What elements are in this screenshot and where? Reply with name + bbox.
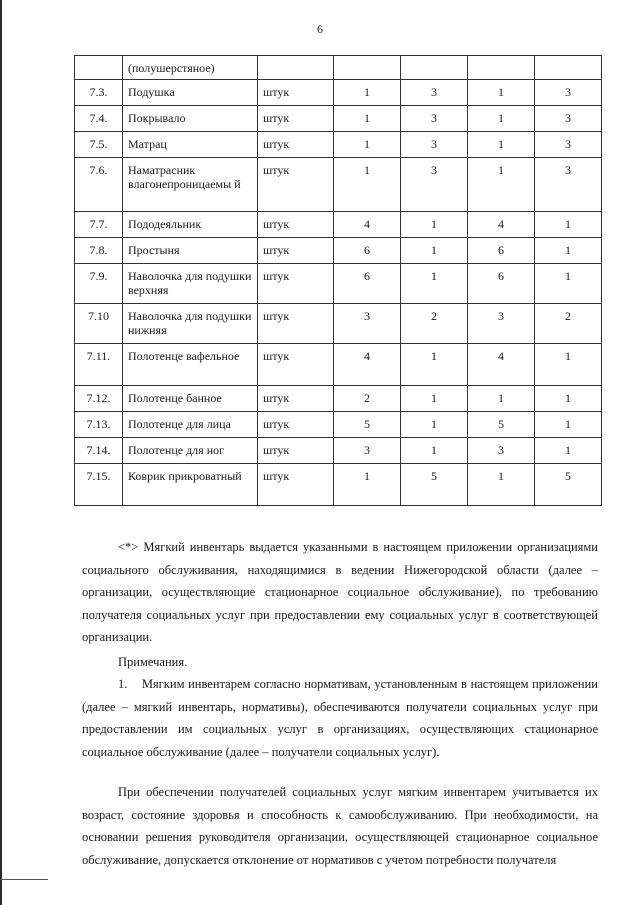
norm-value-3: 1 <box>468 464 535 506</box>
unit-of-measure: штук <box>258 412 334 438</box>
norm-value-3: 6 <box>468 238 535 264</box>
norm-value-1: 5 <box>334 412 401 438</box>
norm-value-3: 4 <box>468 212 535 238</box>
norm-value-4: 1 <box>535 264 602 304</box>
unit-of-measure: штук <box>258 304 334 344</box>
item-name: Полотенце вафельное <box>123 344 258 386</box>
norm-value-4: 1 <box>535 412 602 438</box>
norm-value-1: 3 <box>334 304 401 344</box>
table-row <box>75 344 602 386</box>
table-row <box>75 56 602 80</box>
unit-of-measure: штук <box>258 386 334 412</box>
unit-of-measure: штук <box>258 132 334 158</box>
norm-value-4: 3 <box>535 132 602 158</box>
norm-value-4: 3 <box>535 158 602 212</box>
norm-value-4: 1 <box>535 212 602 238</box>
item-name: Пододеяльник <box>123 212 258 238</box>
norm-value-3: 6 <box>468 264 535 304</box>
norm-value-2: 3 <box>401 80 468 106</box>
note-1-block <box>82 673 602 763</box>
norm-value-3: 1 <box>468 386 535 412</box>
row-number: 7.4. <box>75 106 123 132</box>
unit-of-measure: штук <box>258 438 334 464</box>
norm-value-4: 3 <box>535 106 602 132</box>
norm-value-1: 4 <box>334 344 401 386</box>
norm-value-2: 2 <box>401 304 468 344</box>
unit-of-measure: штук <box>258 464 334 506</box>
table-row <box>75 238 602 264</box>
norm-value-1: 1 <box>334 464 401 506</box>
norm-value-3: 3 <box>468 304 535 344</box>
unit-of-measure: штук <box>258 238 334 264</box>
item-name: Матрац <box>123 132 258 158</box>
norm-value-1: 6 <box>334 238 401 264</box>
table-row <box>75 106 602 132</box>
norm-value-3: 1 <box>468 106 535 132</box>
norm-value-2: 3 <box>401 106 468 132</box>
row-number: 7.3. <box>75 80 123 106</box>
page-number: 6 <box>317 22 323 36</box>
norm-value-1 <box>334 56 401 80</box>
unit-of-measure: штук <box>258 344 334 386</box>
item-name: Полотенце банное <box>123 386 258 412</box>
row-number: 7.7. <box>75 212 123 238</box>
norm-value-3: 5 <box>468 412 535 438</box>
norm-value-2: 1 <box>401 386 468 412</box>
norm-value-2: 5 <box>401 464 468 506</box>
norm-value-1: 1 <box>334 106 401 132</box>
norm-value-4: 1 <box>535 238 602 264</box>
table-row <box>75 158 602 212</box>
item-name: Наволочка для подушки нижняя <box>123 304 258 344</box>
norm-value-1: 3 <box>334 438 401 464</box>
norm-value-3: 1 <box>468 80 535 106</box>
norm-value-2: 3 <box>401 158 468 212</box>
item-name: Подушка <box>123 80 258 106</box>
norm-value-1: 4 <box>334 212 401 238</box>
item-name: Покрывало <box>123 106 258 132</box>
norm-value-2: 1 <box>401 264 468 304</box>
norm-value-3: 3 <box>468 438 535 464</box>
row-number: 7.11. <box>75 344 123 386</box>
unit-of-measure: штук <box>258 158 334 212</box>
footnote-paragraph: <*> Мягкий инвентарь выдается указанными в настоящем приложении организациями социального обслуживания, находящимися в ведении Нижегородской области (далее – организации, осуществляющие стационарное социальное обслуживание), по требованию получателя социальных услуг при предоставлении ему социальных услуг в соответствующей организации. <box>82 540 598 644</box>
table-body <box>75 56 602 506</box>
unit-of-measure <box>258 56 334 80</box>
notes-heading-block <box>82 651 598 674</box>
norm-value-2 <box>401 56 468 80</box>
item-name: (полушерстяное) <box>123 56 258 80</box>
table-row <box>75 132 602 158</box>
bottom-margin-mark <box>0 879 48 880</box>
row-number: 7.13. <box>75 412 123 438</box>
soft-inventory-table <box>74 55 602 506</box>
table-row <box>75 80 602 106</box>
notes-heading: Примечания. <box>118 655 188 669</box>
row-number: 7.12. <box>75 386 123 412</box>
row-number: 7.9. <box>75 264 123 304</box>
norm-value-1: 6 <box>334 264 401 304</box>
norm-value-1: 1 <box>334 132 401 158</box>
table-row <box>75 386 602 412</box>
norm-value-4: 1 <box>535 344 602 386</box>
item-name: Коврик прикроватный <box>123 464 258 506</box>
item-name: Простыня <box>123 238 258 264</box>
table-row <box>75 304 602 344</box>
norm-value-2: 1 <box>401 412 468 438</box>
row-number: 7.6. <box>75 158 123 212</box>
norm-value-3 <box>468 56 535 80</box>
norm-value-4: 1 <box>535 386 602 412</box>
row-number: 7.5. <box>75 132 123 158</box>
norm-value-2: 3 <box>401 132 468 158</box>
norm-value-1: 1 <box>334 158 401 212</box>
row-number: 7.14. <box>75 438 123 464</box>
norm-value-2: 1 <box>401 212 468 238</box>
table-row <box>75 212 602 238</box>
row-number: 7.10 <box>75 304 123 344</box>
unit-of-measure: штук <box>258 264 334 304</box>
norm-value-2: 1 <box>401 238 468 264</box>
page-left-edge <box>0 0 2 905</box>
footnote-block <box>82 536 598 649</box>
norm-value-4: 3 <box>535 80 602 106</box>
note-1-paragraph: 1. Мягким инвентарем согласно нормативам, установленным в настоящем приложении (далее – мягкий инвентарь, нормативы), обеспечиваются получатели социальных услуг при предоставлении им социальных услуг в организациях, осуществляющих стационарное социальное обслуживание (далее – получатели социальных услуг). <box>82 677 602 759</box>
table-row <box>75 264 602 304</box>
row-number: 7.15. <box>75 464 123 506</box>
norm-value-4 <box>535 56 602 80</box>
norm-value-1: 1 <box>334 80 401 106</box>
unit-of-measure: штук <box>258 212 334 238</box>
item-name: Полотенце для лица <box>123 412 258 438</box>
norm-value-4: 1 <box>535 438 602 464</box>
norm-value-3: 1 <box>468 158 535 212</box>
table-row <box>75 438 602 464</box>
unit-of-measure: штук <box>258 80 334 106</box>
norm-value-2: 1 <box>401 344 468 386</box>
row-number <box>75 56 123 80</box>
table-row <box>75 412 602 438</box>
item-name: Наматрасник влагонепроницаемы й <box>123 158 258 212</box>
row-number: 7.8. <box>75 238 123 264</box>
item-name: Наволочка для подушки верхняя <box>123 264 258 304</box>
table-row <box>75 464 602 506</box>
norm-value-3: 1 <box>468 132 535 158</box>
unit-of-measure: штук <box>258 106 334 132</box>
note-paragraph-2: При обеспечении получателей социальных услуг мягким инвентарем учитывается их возраст, состояние здоровья и способность к самообслуживанию. При необходимости, на основании решения руководителя организации, осуществляющей стационарное социальное обслуживание, допускается отклонение от нормативов с учетом потребности получателя <box>82 785 598 867</box>
item-name: Полотенце для ног <box>123 438 258 464</box>
norm-value-2: 1 <box>401 438 468 464</box>
note-paragraph-2-block <box>82 781 598 871</box>
norm-value-4: 5 <box>535 464 602 506</box>
norm-value-3: 4 <box>468 344 535 386</box>
norm-value-1: 2 <box>334 386 401 412</box>
norm-value-4: 2 <box>535 304 602 344</box>
